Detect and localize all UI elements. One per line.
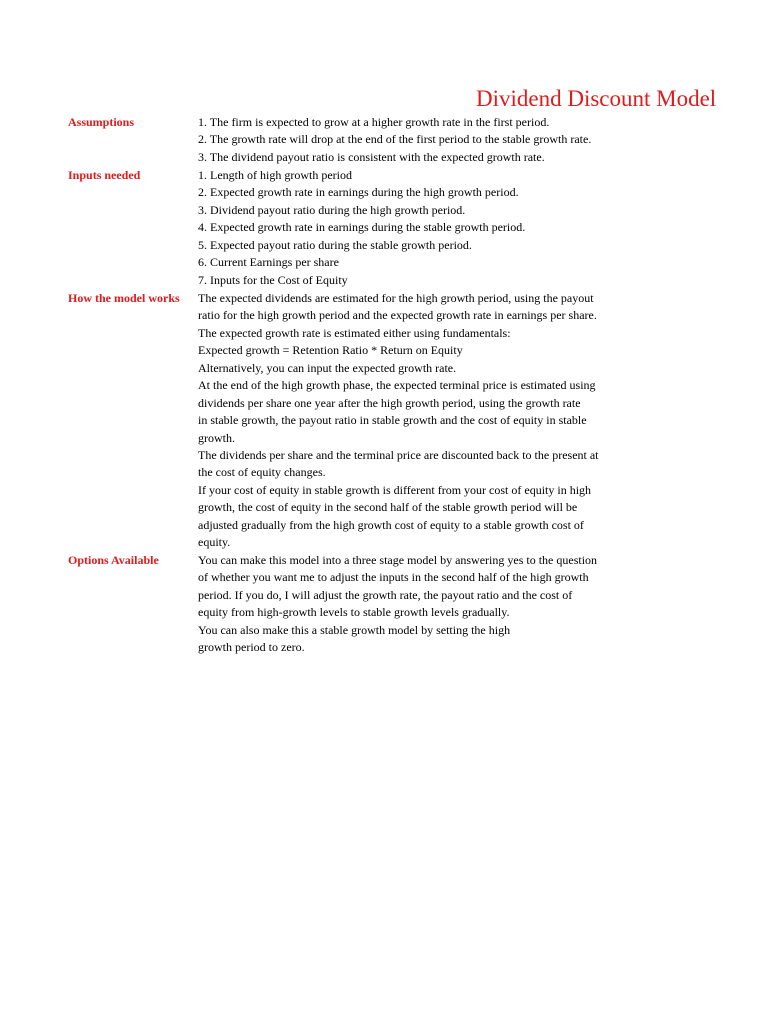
how-line: the cost of equity changes. (198, 465, 326, 480)
how-line: The dividends per share and the terminal price are discounted back to the present at (198, 447, 599, 462)
options-label: Options Available (68, 553, 159, 567)
options-line: period. If you do, I will adjust the growth rate, the payout ratio and the cost of (198, 587, 573, 602)
options-line: equity from high-growth levels to stable growth levels gradually. (198, 605, 510, 620)
assumptions-text (198, 114, 591, 166)
options-line: of whether you want me to adjust the inputs in the second half of the high growth (198, 570, 589, 585)
how-line: growth. (198, 430, 235, 445)
page-title: Dividend Discount Model (476, 86, 717, 111)
inputs-text (198, 167, 525, 289)
options-line: You can make this model into a three stage model by answering yes to the question (198, 553, 598, 567)
inputs-line: 3. Dividend payout ratio during the high growth period. (198, 202, 466, 217)
how-line: If your cost of equity in stable growth is different from your cost of equity in high (198, 482, 592, 497)
inputs-line: 1. Length of high growth period (198, 168, 352, 182)
inputs-line: 4. Expected growth rate in earnings during the stable growth period. (198, 220, 526, 235)
how-line: in stable growth, the payout ratio in stable growth and the cost of equity in stable (198, 413, 587, 428)
how-line: ratio for the high growth period and the expected growth rate in earnings per share. (198, 308, 597, 323)
how-line: growth, the cost of equity in the second half of the stable growth period will be (198, 500, 578, 515)
inputs-line: 2. Expected growth rate in earnings during the high growth period. (198, 185, 519, 200)
inputs-line: 5. Expected payout ratio during the stable growth period. (198, 237, 472, 252)
how-label: How the model works (68, 291, 180, 305)
assumptions-line: 3. The dividend payout ratio is consistent with the expected growth rate. (198, 149, 545, 164)
options-line: You can also make this a stable growth model by setting the high (198, 622, 511, 637)
how-line: At the end of the high growth phase, the expected terminal price is estimated using (198, 378, 596, 393)
how-line: The expected dividends are estimated for the high growth period, using the payout (198, 291, 594, 305)
options-text (198, 552, 597, 657)
how-line: equity. (198, 535, 231, 550)
assumptions-label: Assumptions (68, 115, 135, 129)
how-line: adjusted gradually from the high growth cost of equity to a stable growth cost of (198, 517, 584, 532)
how-text (198, 290, 599, 552)
inputs-line: 7. Inputs for the Cost of Equity (198, 272, 348, 287)
options-line: growth period to zero. (198, 640, 305, 655)
how-line: The expected growth rate is estimated either using fundamentals: (198, 325, 511, 340)
inputs-line: 6. Current Earnings per share (198, 255, 339, 270)
how-line: Alternatively, you can input the expected growth rate. (198, 360, 457, 375)
assumptions-line: 1. The firm is expected to grow at a higher growth rate in the first period. (198, 115, 550, 129)
assumptions-line: 2. The growth rate will drop at the end of the first period to the stable growth rate. (198, 132, 592, 147)
how-line: Expected growth = Retention Ratio * Return on Equity (198, 343, 463, 358)
inputs-label: Inputs needed (68, 168, 141, 182)
how-line: dividends per share one year after the high growth period, using the growth rate (198, 395, 581, 410)
